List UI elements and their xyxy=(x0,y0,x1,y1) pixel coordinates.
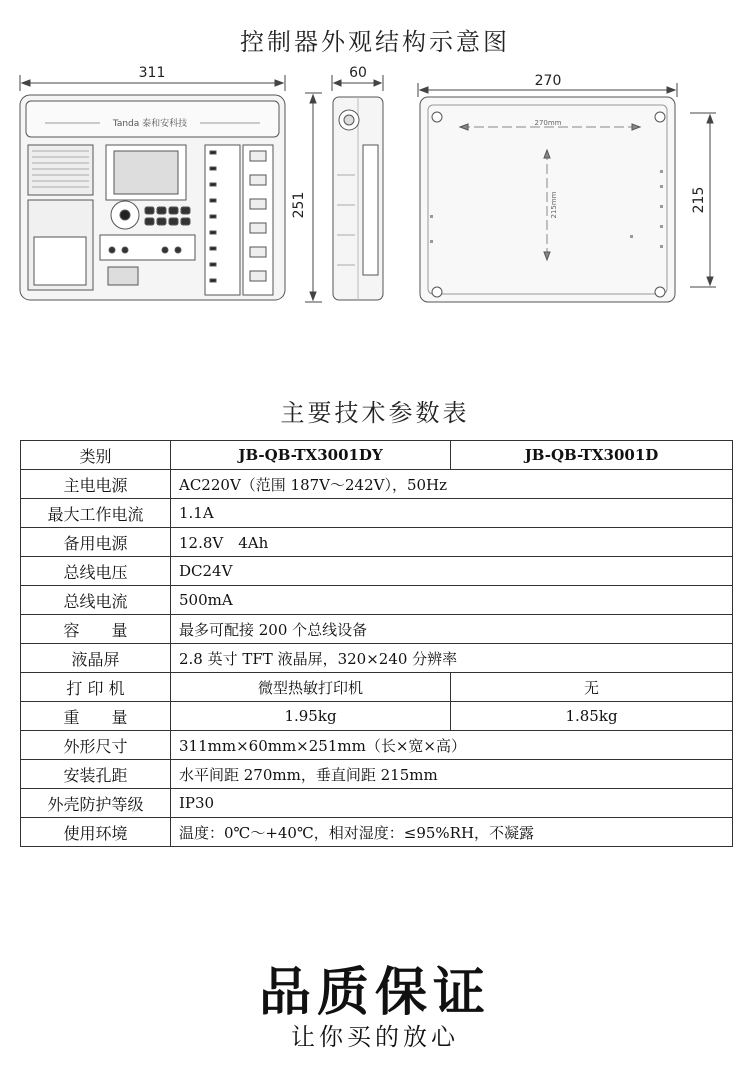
row-value-b: 1.85kg xyxy=(451,702,733,731)
back-label-v: 215mm xyxy=(550,191,558,219)
table-row xyxy=(21,644,733,673)
table-row xyxy=(21,615,733,644)
row-value: 最多可配接 200 个总线设备 xyxy=(171,615,733,644)
row-value: 1.1A xyxy=(171,499,733,528)
row-value-b: 无 xyxy=(451,673,733,702)
sub-slogan: 让你买的放心 xyxy=(291,1023,459,1051)
table-row xyxy=(21,818,733,847)
row-label: 最大工作电流 xyxy=(21,499,171,528)
back-label-h: 270mm xyxy=(534,119,562,127)
row-value: AC220V（范围 187V～242V），50Hz xyxy=(171,470,733,499)
row-value: 500mA xyxy=(171,586,733,615)
row-value: 水平间距 270mm，垂直间距 215mm xyxy=(171,760,733,789)
spec-title: 主要技术参数表 xyxy=(280,399,470,427)
header-model-b: JB-QB-TX3001D xyxy=(451,441,733,470)
table-row xyxy=(21,789,733,818)
slogan: 品质保证 xyxy=(258,963,491,1023)
row-value: 311mm×60mm×251mm（长×宽×高） xyxy=(171,731,733,760)
row-label: 容 量 xyxy=(21,615,171,644)
row-label: 外壳防护等级 xyxy=(21,789,171,818)
row-label: 总线电压 xyxy=(21,557,171,586)
row-value-a: 微型热敏打印机 xyxy=(171,673,451,702)
row-label: 总线电流 xyxy=(21,586,171,615)
spec-table xyxy=(20,440,733,847)
table-row xyxy=(21,731,733,760)
row-value: IP30 xyxy=(171,789,733,818)
dim-height: 251 xyxy=(291,191,307,219)
table-row xyxy=(21,760,733,789)
table-row xyxy=(21,528,733,557)
table-row xyxy=(21,673,733,702)
row-label: 安装孔距 xyxy=(21,760,171,789)
dim-side-width: 60 xyxy=(349,65,367,81)
table-row xyxy=(21,470,733,499)
row-label: 液晶屏 xyxy=(21,644,171,673)
header-label: 类别 xyxy=(21,441,171,470)
header-model-a: JB-QB-TX3001DY xyxy=(171,441,451,470)
row-label: 重 量 xyxy=(21,702,171,731)
back-view xyxy=(420,97,675,302)
diagram-title: 控制器外观结构示意图 xyxy=(240,28,510,56)
row-value-a: 1.95kg xyxy=(171,702,451,731)
row-label: 外形尺寸 xyxy=(21,731,171,760)
side-view xyxy=(333,97,383,300)
row-value: 2.8 英寸 TFT 液晶屏，320×240 分辨率 xyxy=(171,644,733,673)
row-label: 使用环境 xyxy=(21,818,171,847)
dim-front-width: 311 xyxy=(138,65,166,81)
controller-diagram xyxy=(0,55,750,315)
dim-back-height: 215 xyxy=(691,186,707,214)
row-value: 温度：0℃～+40℃，相对湿度：≤95%RH，不凝露 xyxy=(171,818,733,847)
row-value: 12.8V 4Ah xyxy=(171,528,733,557)
row-value: DC24V xyxy=(171,557,733,586)
table-row xyxy=(21,586,733,615)
table-row xyxy=(21,499,733,528)
table-row xyxy=(21,702,733,731)
row-label: 主电电源 xyxy=(21,470,171,499)
brand-logo: Tanda 泰和安科技 xyxy=(112,119,188,129)
row-label: 备用电源 xyxy=(21,528,171,557)
dim-back-width: 270 xyxy=(534,73,562,89)
table-header-row xyxy=(21,441,733,470)
table-row xyxy=(21,557,733,586)
row-label: 打 印 机 xyxy=(21,673,171,702)
